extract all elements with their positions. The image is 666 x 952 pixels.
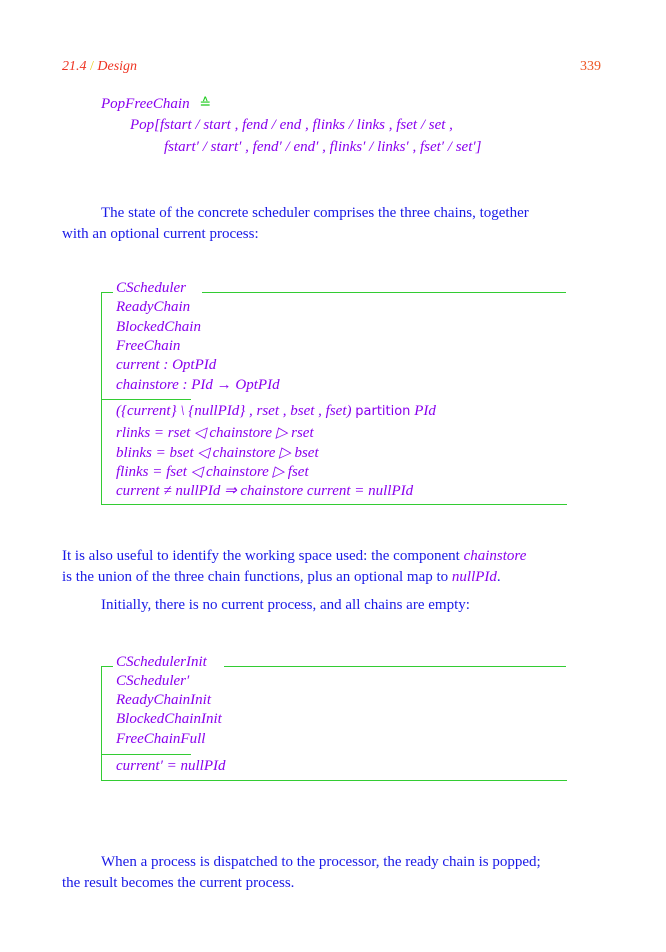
paragraph-2-line-1 (62, 548, 526, 565)
paragraph-2-line-2 (62, 569, 501, 586)
predicate-type: PId (414, 403, 436, 419)
section-number: 21.4 (62, 59, 87, 74)
section-title: Design (97, 59, 138, 74)
paragraph-1-line-1: The state of the concrete scheduler comprises the three chains, together (101, 205, 529, 221)
schema-top-rule-left (101, 666, 113, 667)
defined-as-symbol: ≙ (199, 96, 212, 112)
predicate-tuple: ({current} \ {nullPId} , rset , bset , fset) (116, 403, 352, 419)
schema-divider (101, 754, 191, 755)
predicate: current′ = nullPId (116, 758, 226, 774)
paragraph-text: . (496, 569, 501, 585)
paragraph-text: is the union of the three chain functions, plus an optional map to (62, 569, 449, 585)
schema-bottom-rule (101, 504, 567, 505)
popfreechain-definition (101, 96, 211, 113)
definition-line-2: fstart′ / start′ , fend′ / end′ , flinks′ / links′ , fset′ / set′] (164, 139, 482, 155)
declaration: chainstore : PId → OptPId (116, 377, 280, 393)
inline-term: nullPId (451, 569, 497, 585)
predicate: flinks = fset ◁ chainstore ▷ fset (116, 464, 309, 480)
running-header (62, 59, 137, 75)
paragraph-1-line-2: with an optional current process: (62, 226, 259, 242)
predicate: blinks = bset ◁ chainstore ▷ bset (116, 445, 319, 461)
declaration: FreeChainFull (116, 731, 206, 747)
declaration: CScheduler′ (116, 673, 190, 689)
schema-top-rule-right (224, 666, 566, 667)
inline-term: chainstore (463, 548, 527, 564)
schema-name: CScheduler (116, 280, 186, 296)
declaration: ReadyChainInit (116, 692, 211, 708)
schema-top-rule-left (101, 292, 113, 293)
paragraph-text: It is also useful to identify the working space used: the component (62, 548, 460, 564)
paragraph-4-line-1: When a process is dispatched to the processor, the ready chain is popped; (101, 854, 541, 870)
predicate (116, 403, 436, 420)
predicate: current ≠ nullPId ⇒ chainstore current = nullPId (116, 483, 414, 499)
definition-name: PopFreeChain (101, 96, 190, 112)
header-separator: / (90, 59, 94, 74)
schema-bottom-rule (101, 780, 567, 781)
declaration: ReadyChain (116, 299, 191, 315)
declaration: BlockedChainInit (116, 711, 222, 727)
predicate-keyword: partition (355, 404, 411, 419)
definition-line-1: Pop[fstart / start , fend / end , flinks / links , fset / set , (130, 117, 453, 133)
declaration: FreeChain (116, 338, 181, 354)
declaration: BlockedChain (116, 319, 201, 335)
page-number: 339 (580, 59, 601, 74)
schema-left-rule (101, 666, 102, 781)
predicate: rlinks = rset ◁ chainstore ▷ rset (116, 425, 314, 441)
paragraph-4-line-2: the result becomes the current process. (62, 875, 295, 891)
paragraph-3: Initially, there is no current process, and all chains are empty: (101, 597, 470, 613)
schema-top-rule-right (202, 292, 566, 293)
schema-divider (101, 399, 191, 400)
declaration: current : OptPId (116, 357, 217, 373)
schema-name: CSchedulerInit (116, 654, 207, 670)
